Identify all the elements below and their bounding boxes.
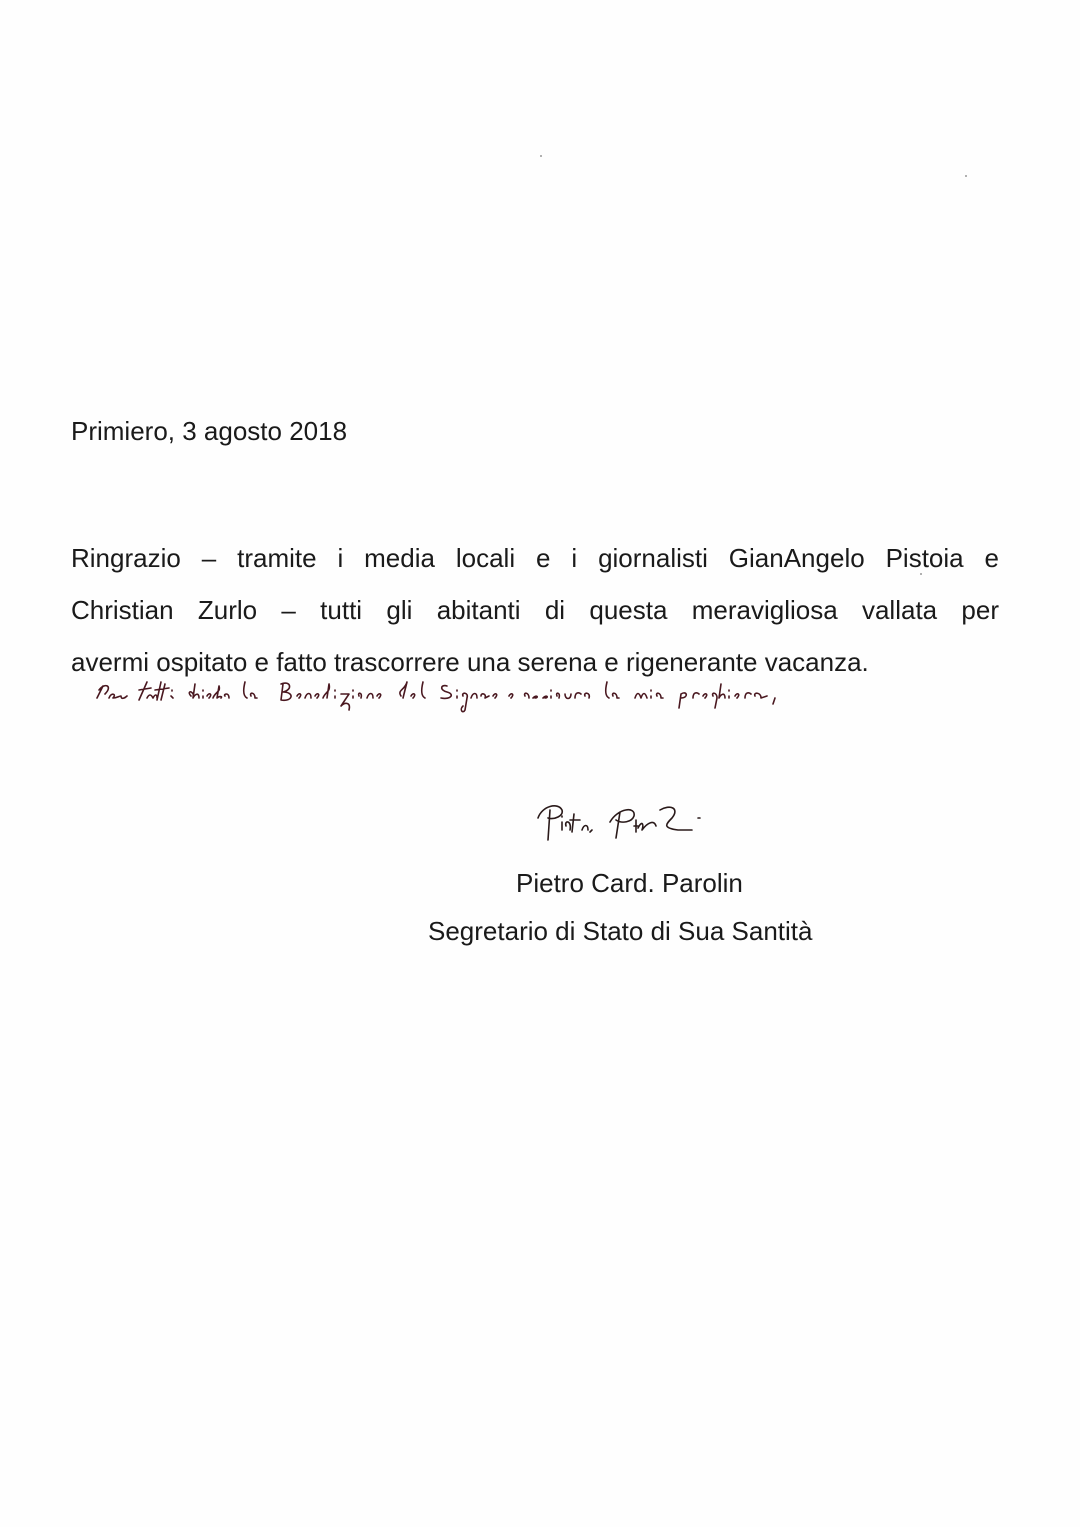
signer-title: Segretario di Stato di Sua Santità — [428, 916, 813, 946]
letter-body — [71, 532, 999, 688]
scan-speck — [920, 573, 922, 575]
signer-name: Pietro Card. Parolin — [516, 868, 743, 898]
handwritten-note — [95, 676, 895, 726]
body-line-2: Christian Zurlo – tutti gli abitanti di questa meravigliosa vallata per — [71, 595, 999, 625]
signature — [530, 796, 730, 856]
scan-speck — [540, 155, 542, 157]
handwritten-note-image — [95, 676, 895, 726]
body-line-3: avermi ospitato e fatto trascorrere una serena e rigenerante vacanza. — [71, 647, 869, 677]
scan-speck — [965, 175, 967, 177]
signature-image — [530, 796, 730, 856]
body-line-1: Ringrazio – tramite i media locali e i giornalisti GianAngelo Pistoia e — [71, 543, 999, 573]
date-line: Primiero, 3 agosto 2018 — [71, 416, 348, 446]
